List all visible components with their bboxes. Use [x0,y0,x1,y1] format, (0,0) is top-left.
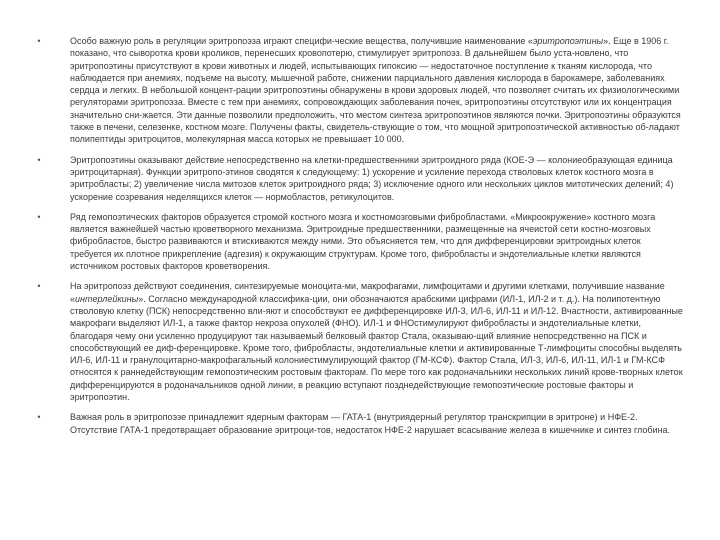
bullet-icon: • [37,211,41,222]
bullet-icon: • [37,281,41,292]
paragraph-text: Эритропоэтины оказывают действие непосредственно на клетки-предшественники эритроидного ряда (КОЕ-Э — колониеобразующая единица эритроцитарная). Функции эритропо-этинов сводятся к следующему: 1) ускорение и усиление перехода стволовых клеток костного мозга в эритробласты; 2) увеличение числа митозов клеток эритроидного ряда; 3) исключение одного или нескольких циклов митотических делений; 4) ускорение созревания неделящихся клеток — нормобластов, ретикулоцитов. [70,154,674,202]
bullet-item-erythropoietins [34,35,684,146]
bullet-icon: • [37,154,41,165]
bullet-icon: • [37,36,41,46]
emphasis-term: эритропоэтины [532,36,604,46]
paragraph-text: Важная роль в эритропоэзе принадлежит ядерным факторам — ГАТА-1 (внутриядерный регулятор транскрипции в эритроне) и НФЕ-2. Отсутствие ГАТА-1 предотвращает образование эритроци-тов, недостаток НФЕ-2 нарушает всасывание железа в кишечнике и синтез глобина. [70,412,671,435]
bullet-item-interleukins [34,280,684,403]
emphasis-term: интерлейкины [75,293,139,304]
bullet-item-nuclear-factors [34,411,684,436]
paragraph-text: Ряд гемопоэтических факторов образуется стромой костного мозга и костномозговыми фибробластами. «Микроокружение» костного мозга является важнейшей частью кроветворного механизма. Эритроидные предшественники, размещенные на ячеистой сети костно-мозговых фибробластов, быстро развиваются и втискиваются между ними. Это объясняется тем, что для дифференцировки эритроидных клеток требуется их плотное прикрепление (адгезия) к окружающим структурам. Кроме того, фибробласты и эндотелиальные клетки являются источником ростовых факторов кроветворения. [70,211,656,272]
bullet-icon: • [37,412,41,423]
bullet-list [34,35,684,436]
bullet-item-action [34,154,684,203]
bullet-item-hemopoietic-factors [34,211,684,272]
paragraph-text: Особо важную роль в регуляции эритропоэза играют специфи-ческие вещества, получившие наименование «эритропоэтины». Еще в 1906 г. показано, что сыворотка крови кроликов, перенесших кровопотерю, стимулирует эритропоэз. В дальнейшем было уста-новлено, что эритропоэтины присутствуют в крови животных и людей, испытывающих гипоксию — недостаточное поступление к тканям кислорода, что наблюдается при анемиях, подъеме на высоту, мышечной работе, снижении парциального давления кислорода в барокамере, заболеваниях сердца и легких. В небольшой концент-рации эритропоэтины обнаружены в крови здоровых людей, что позволяет считать их физиологическими регуляторами эритропоэза. Вместе с тем при анемиях, сопровождающих заболевания почек, эритропоэтины отсутствуют или их концентрация значительно сни-жается. Эти данные позволили предположить, что местом синтеза эритропоэтинов являются почки. Эритропоэтины образуются также в печени, селезенке, костном мозге. Получены факты, свидетель-ствующие о том, что мощной эритропоэтической активностью об-ладают полипептиды эритроцитов, молекулярная масса которых не превышает 10 000. [70,36,681,145]
paragraph-text: На эритропоэз действуют соединения, синтезируемые моноцита-ми, макрофагами, лимфоцитами и другими клетками, получившие название «интерлейкины». Согласно международной классифика-ции, они обозначаются арабскими цифрами (ИЛ-1, ИЛ-2 и т. д.). На полипотентную стволовую клетку (ПСК) непосредственно вли-яют и способствуют ее дифференцировке ИЛ-3, ИЛ-6, ИЛ-11 и ИЛ-12. Вчастности, активированные макрофаги выделяют ИЛ-1, а также фактор некроза опухолей (ФНО). ИЛ-1 и ФНОстимулируют фибробласты и эндотелиальные клетки, благодаря чему они усиленно продуцируют так называемый белковый фактор Стала, оказываю-щий влияние непосредственно на ПСК и способствующий ее диф-ференцировке. Кроме того, фибробласты, эндотелиальные клетки и активированные Т-лимфоциты способны выделять ИЛ-6, ИЛ-11 и гранулоцитарно-макрофагальный колониестимулирующий фактор (ГМ-КСФ). Фактор Стала, ИЛ-3, ИЛ-6, ИЛ-11, ИЛ-1 и ГМ-КСФ относятся к раннедействующим гемопоэтическим ростовым факторам. По мере того как родоначальники нескольких линий крове-творных клеток дифференцируются в родоначальников одной линии, в реакцию вступают позднедействующие гемопоэтические ростовые факторы и эритропоэтин. [70,281,683,403]
